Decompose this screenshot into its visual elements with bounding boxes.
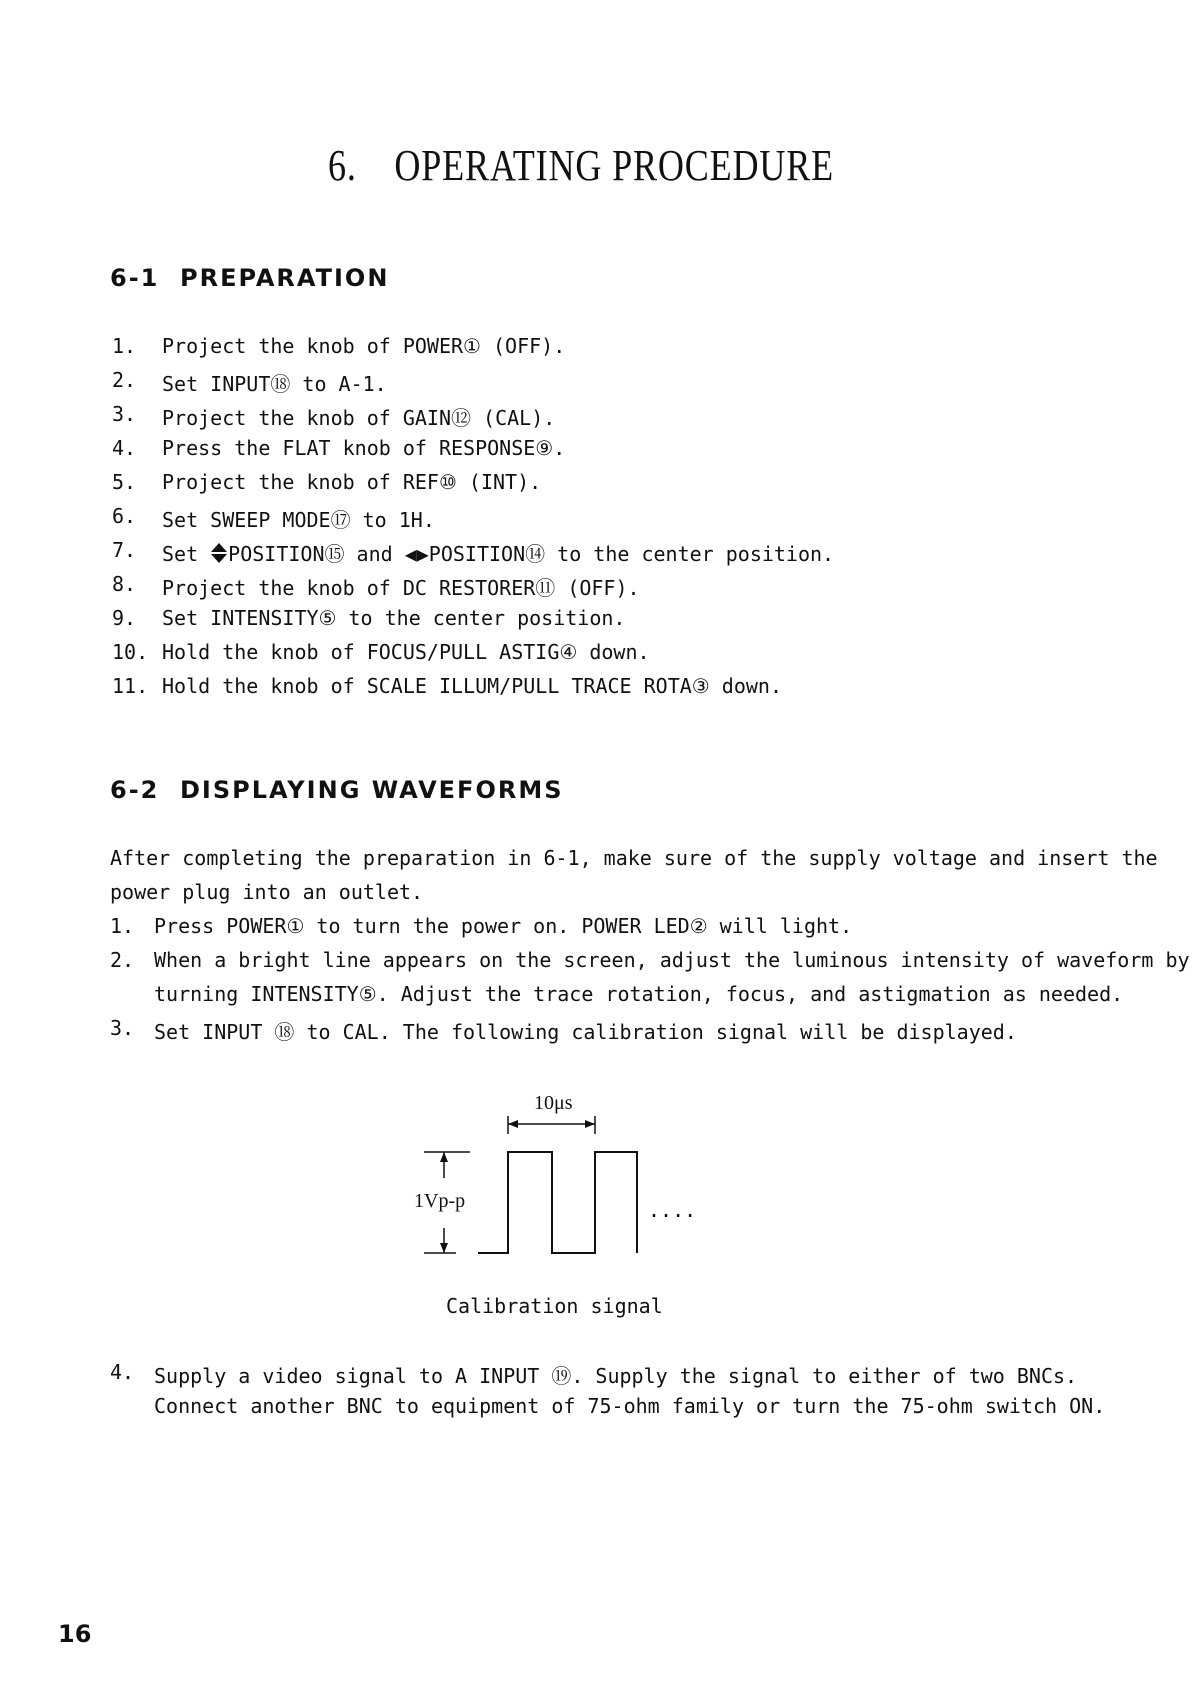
period-label: 10μs [534, 1092, 573, 1114]
list-item: 1. Press POWER① to turn the power on. POWER LED② will light. [110, 914, 853, 938]
list-item-continuation: turning INTENSITY⑤. Adjust the trace rotation, focus, and astigmation as needed. [154, 982, 1124, 1006]
preparation-steps: 1. Project the knob of POWER① (OFF). 2. Set INPUT⑱ to A-1. 3. Project the knob of GAIN⑫ (CAL). 4. Press the FLAT knob of RESPONSE⑨. 5. Project the knob of REF⑩ (INT). 6. Set SWEEP MODE⑰ to 1H. 7. Set POSITION⑮ and ◀▶POSITION⑭ to the center position. 8. Project the knob of DC RESTORER⑪ (OFF). 9. Set INTENSITY⑤ to the center position. 10. Hold the knob of FOCUS/PULL ASTIG④ down. 11. Hold the knob of SCALE ILLUM/PULL TRACE ROTA③ down. [112, 334, 835, 698]
figure-caption: Calibration signal [446, 1294, 663, 1318]
chapter-title: OPERATING PROCEDURE [394, 141, 834, 190]
intro-line: power plug into an outlet. [110, 880, 424, 904]
up-down-arrow-icon [210, 542, 228, 564]
continuation-dots: .... [648, 1198, 697, 1222]
calibration-signal-figure [400, 1080, 720, 1280]
section-title: DISPLAYING WAVEFORMS [180, 776, 564, 804]
list-item: 4. Supply a video signal to A INPUT ⑲. Supply the signal to either of two BNCs. [110, 1360, 1078, 1388]
chapter-number: 6. [328, 141, 357, 190]
list-item-continuation: Connect another BNC to equipment of 75-ohm family or turn the 75-ohm switch ON. [154, 1394, 1106, 1418]
list-item: 3. Set INPUT ⑱ to CAL. The following calibration signal will be displayed. [110, 1016, 1017, 1044]
section-heading-displaying-waveforms [110, 776, 564, 804]
section-number: 6-1 [110, 264, 160, 292]
section-title: PREPARATION [180, 264, 390, 292]
section-number: 6-2 [110, 776, 160, 804]
page-title [328, 140, 834, 191]
section-heading-preparation [110, 264, 389, 292]
intro-line: After completing the preparation in 6-1, make sure of the supply voltage and insert the [110, 846, 1158, 870]
page-number: 16 [58, 1620, 92, 1648]
list-item: 2. When a bright line appears on the screen, adjust the luminous intensity of waveform by [110, 948, 1190, 972]
amplitude-label: 1Vp-p [414, 1190, 466, 1212]
